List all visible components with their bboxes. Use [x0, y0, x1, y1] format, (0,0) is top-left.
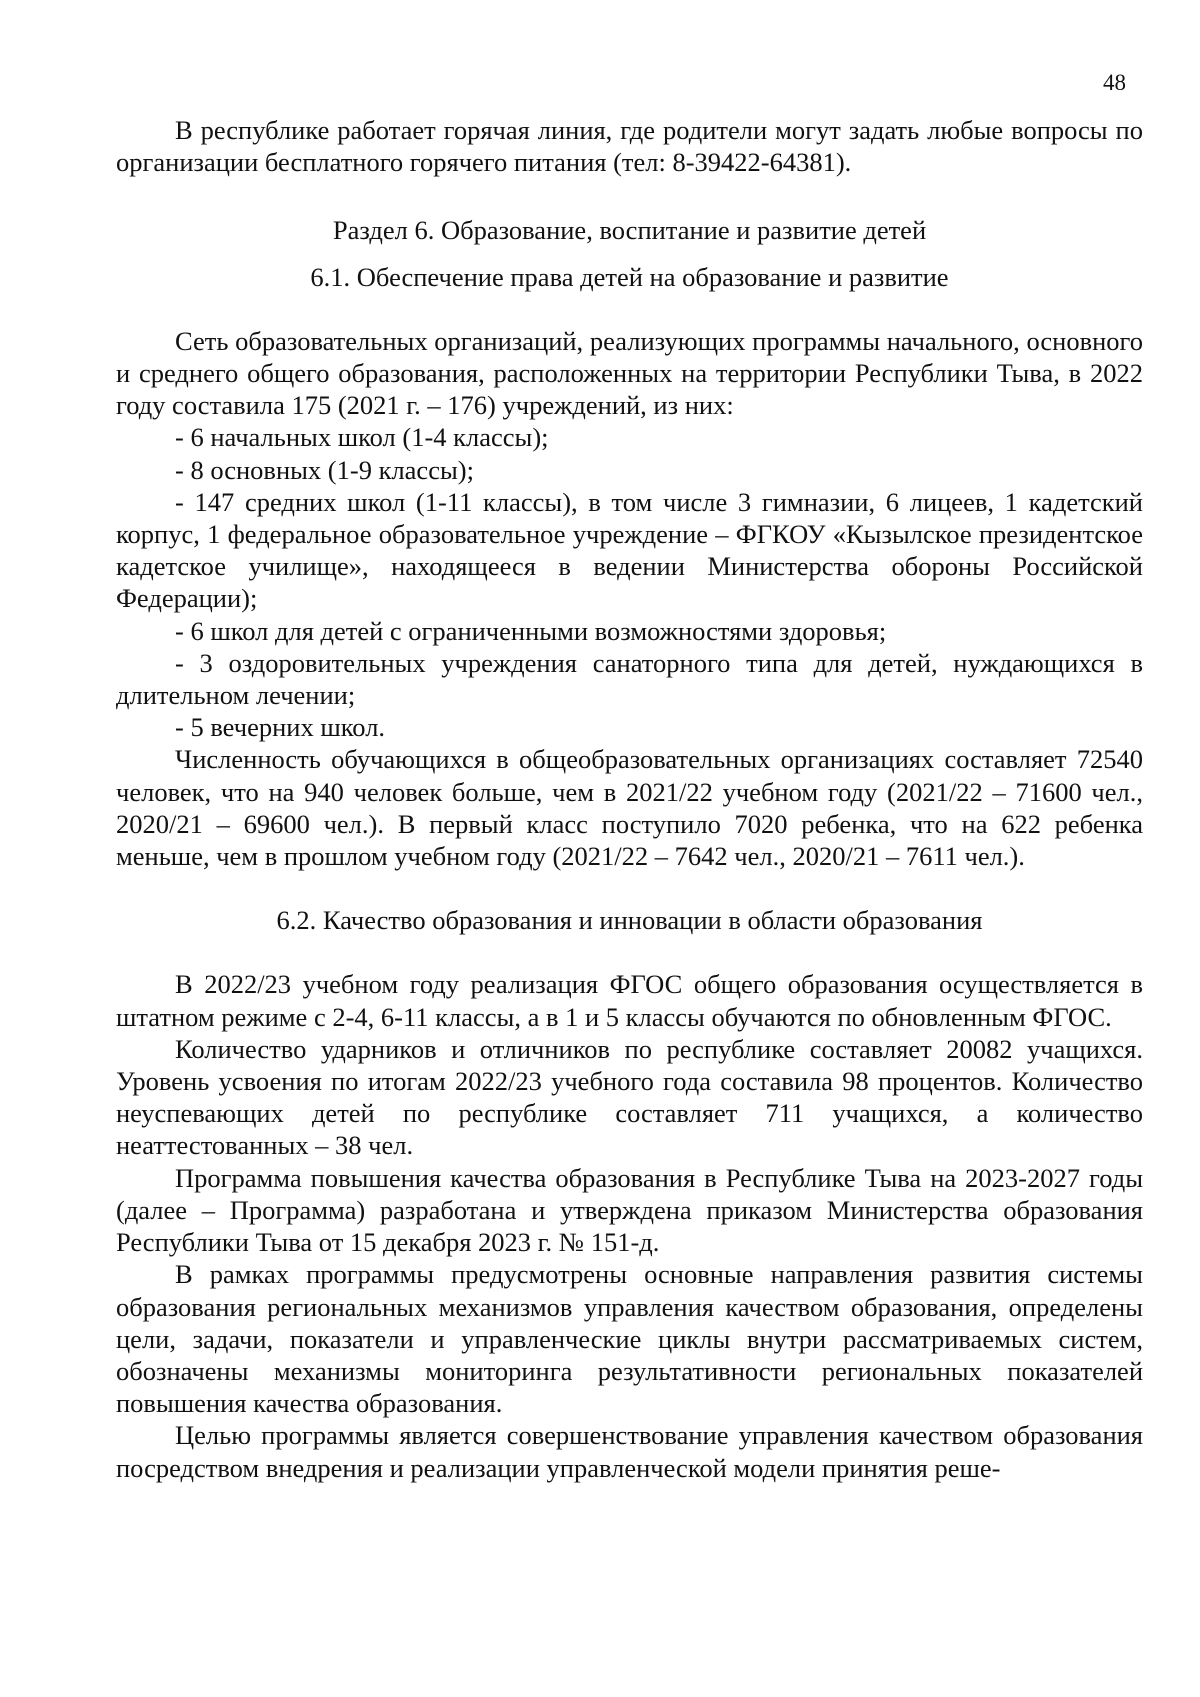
- students-paragraph: Численность обучающихся в общеобразовательных организациях составляет 72540 человек, что на 940 человек больше, чем в 2021/22 учебном году (2021/22 – 71600 чел., 2020/21 – 69600 чел.). В первый класс поступило 7020 ребенка, что на 622 ребенка меньше, чем в прошлом учебном году (2021/22 – 7642 чел., 2020/21 – 7611 чел.).: [116, 744, 1143, 872]
- subsection-6-1-title: 6.1. Обеспечение права детей на образование и развитие: [310, 261, 949, 292]
- list-item: - 5 вечерних школ.: [175, 712, 386, 743]
- intro-paragraph: В республике работает горячая линия, где родители могут задать любые вопросы по организации бесплатного горячего питания (тел: 8-39422-64381).: [116, 115, 1143, 178]
- program-goal-paragraph: Целью программы является совершенствование управления качеством образования посредством внедрения и реализации управленческой модели принятия реше-: [116, 1420, 1143, 1483]
- list-item: - 6 начальных школ (1-4 классы);: [175, 422, 549, 453]
- fgos-paragraph: В 2022/23 учебном году реализация ФГОС общего образования осуществляется в штатном режиме с 2-4, 6-11 классы, а в 1 и 5 классы обучаются по обновленным ФГОС.: [116, 969, 1143, 1032]
- program-directions-paragraph: В рамках программы предусмотрены основные направления развития системы образования региональных механизмов управления качеством образования, определены цели, задачи, показатели и управленческие циклы внутри рассматриваемых систем, обозначены механизмы мониторинга результативности региональных показателей повышения качества образования.: [116, 1259, 1143, 1419]
- network-paragraph: Сеть образовательных организаций, реализующих программы начального, основного и среднего общего образования, расположенных на территории Республики Тыва, в 2022 году составила 175 (2021 г. – 176) учреждений, из них:: [116, 325, 1143, 421]
- achievement-paragraph: Количество ударников и отличников по республике составляет 20082 учащихся. Уровень усвоения по итогам 2022/23 учебного года составила 98 процентов. Количество неуспевающих детей по республике составляет 711 учащихся, а количество неаттестованных – 38 чел.: [116, 1033, 1143, 1161]
- page-number: 48: [1103, 70, 1126, 95]
- program-paragraph: Программа повышения качества образования в Республике Тыва на 2023-2027 годы (далее – Программа) разработана и утверждена приказом Министерства образования Республики Тыва от 15 декабря 2023 г. № 151-д.: [116, 1162, 1143, 1258]
- list-item: - 8 основных (1-9 классы);: [175, 454, 474, 485]
- list-item: - 3 оздоровительных учреждения санаторного типа для детей, нуждающихся в длительном лечении;: [116, 647, 1143, 711]
- list-item: - 6 школ для детей с ограниченными возможностями здоровья;: [175, 615, 887, 646]
- list-item: - 147 средних школ (1-11 классы), в том числе 3 гимназии, 6 лицеев, 1 кадетский корпус, 1 федеральное образовательное учреждение – ФГКОУ «Кызылское президентское кадетское училище», находящееся в ведении Министерства обороны Российской Федерации);: [116, 486, 1143, 614]
- page-content: [116, 114, 1143, 1484]
- subsection-6-2-title: 6.2. Качество образования и инновации в области образования: [276, 905, 983, 936]
- section-title: Раздел 6. Образование, воспитание и развитие детей: [332, 215, 927, 246]
- institution-list: [116, 421, 1143, 743]
